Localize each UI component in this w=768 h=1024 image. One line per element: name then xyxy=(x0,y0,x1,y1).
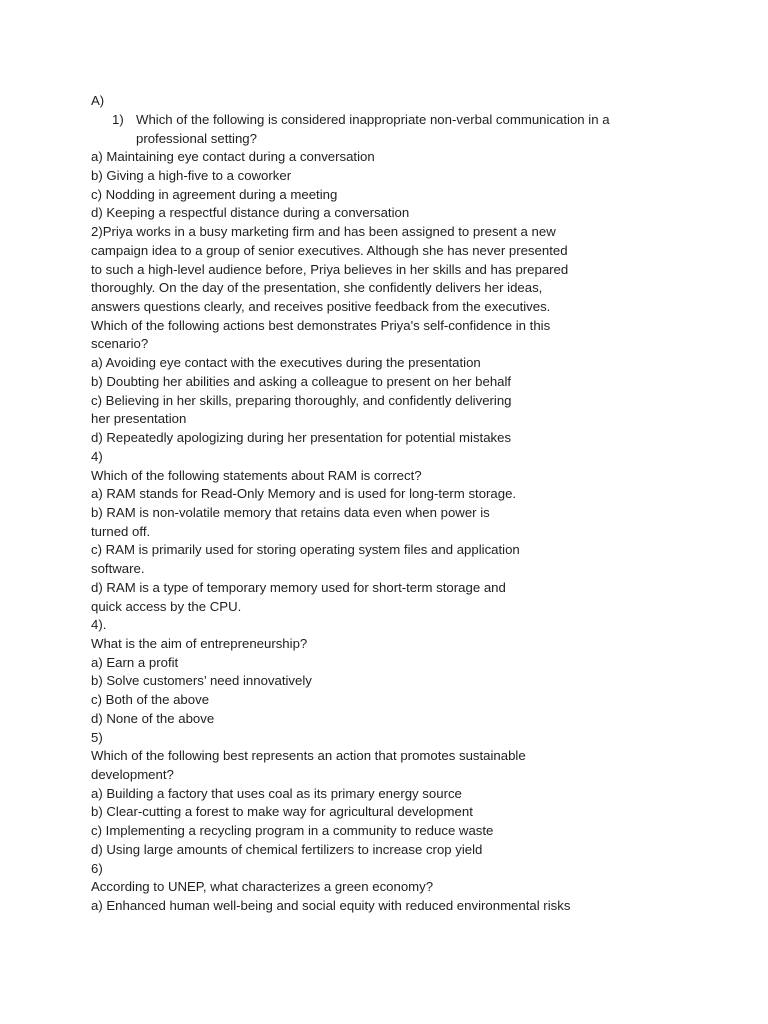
question-4-option-c: c) Both of the above xyxy=(91,692,210,707)
question-3-option-d: d) RAM is a type of temporary memory used for short-term storage and xyxy=(91,580,506,595)
question-3-text: Which of the following statements about RAM is correct? xyxy=(91,468,422,483)
question-2-option-d: d) Repeatedly apologizing during her presentation for potential mistakes xyxy=(91,430,512,445)
question-3-option-b-cont: turned off. xyxy=(91,524,151,539)
question-2-line: Which of the following actions best demonstrates Priya's self-confidence in this xyxy=(91,318,551,333)
question-2-line: campaign idea to a group of senior executives. Although she has never presented xyxy=(91,243,568,258)
question-4-number: 4). xyxy=(91,617,107,632)
question-6-option-a: a) Enhanced human well-being and social equity with reduced environmental risks xyxy=(91,898,571,913)
question-5-option-c: c) Implementing a recycling program in a community to reduce waste xyxy=(91,823,494,838)
question-5-option-a: a) Building a factory that uses coal as its primary energy source xyxy=(91,786,462,801)
question-2-line: 2)Priya works in a busy marketing firm and has been assigned to present a new xyxy=(91,224,556,239)
question-5-number: 5) xyxy=(91,730,103,745)
question-3-option-d-cont: quick access by the CPU. xyxy=(91,599,242,614)
question-1-number: 1) xyxy=(112,112,124,127)
question-5-option-b: b) Clear-cutting a forest to make way for agricultural development xyxy=(91,804,473,819)
question-2-line: answers questions clearly, and receives positive feedback from the executives. xyxy=(91,299,551,314)
question-1-text-cont: professional setting? xyxy=(136,131,257,146)
section-label: A) xyxy=(91,93,105,108)
question-1-option-d: d) Keeping a respectful distance during a conversation xyxy=(91,205,410,220)
question-2-option-c: c) Believing in her skills, preparing thoroughly, and confidently delivering xyxy=(91,393,512,408)
question-4-option-a: a) Earn a profit xyxy=(91,655,179,670)
question-2-option-c-cont: her presentation xyxy=(91,411,187,426)
question-1-option-a: a) Maintaining eye contact during a conversation xyxy=(91,149,375,164)
question-1-option-c: c) Nodding in agreement during a meeting xyxy=(91,187,338,202)
question-5-text-cont: development? xyxy=(91,767,174,782)
question-2-line: to such a high-level audience before, Priya believes in her skills and has prepared xyxy=(91,262,569,277)
question-2-option-b: b) Doubting her abilities and asking a colleague to present on her behalf xyxy=(91,374,512,389)
question-3-option-b: b) RAM is non-volatile memory that retains data even when power is xyxy=(91,505,490,520)
question-2-option-a: a) Avoiding eye contact with the executives during the presentation xyxy=(91,355,481,370)
question-2-line: scenario? xyxy=(91,336,149,351)
question-3-option-c: c) RAM is primarily used for storing operating system files and application xyxy=(91,542,520,557)
question-6-text: According to UNEP, what characterizes a green economy? xyxy=(91,879,434,894)
question-3-number: 4) xyxy=(91,449,103,464)
question-4-option-d: d) None of the above xyxy=(91,711,215,726)
question-1-text: Which of the following is considered inappropriate non-verbal communication in a xyxy=(136,112,610,127)
question-4-option-b: b) Solve customers’ need innovatively xyxy=(91,673,312,688)
question-6-number: 6) xyxy=(91,861,103,876)
question-5-option-d: d) Using large amounts of chemical fertilizers to increase crop yield xyxy=(91,842,483,857)
question-3-option-a: a) RAM stands for Read-Only Memory and is used for long-term storage. xyxy=(91,486,517,501)
question-2-line: thoroughly. On the day of the presentation, she confidently delivers her ideas, xyxy=(91,280,543,295)
question-5-text: Which of the following best represents an action that promotes sustainable xyxy=(91,748,526,763)
question-1-option-b: b) Giving a high-five to a coworker xyxy=(91,168,292,183)
question-3-option-c-cont: software. xyxy=(91,561,145,576)
question-4-text: What is the aim of entrepreneurship? xyxy=(91,636,308,651)
